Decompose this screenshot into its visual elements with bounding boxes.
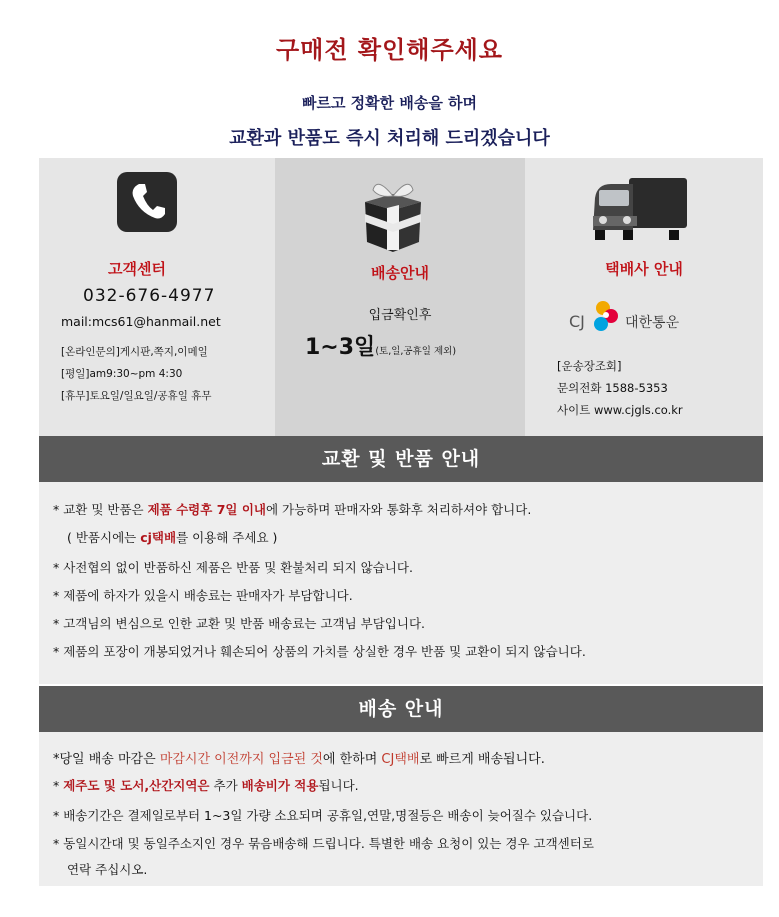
cj-logo-text: CJ (569, 312, 585, 331)
courier-website: 사이트 www.cjgls.co.kr (557, 403, 683, 417)
exchange-heading: 교환 및 반품 안내 (39, 436, 763, 482)
delivery-days (305, 330, 456, 361)
shipping-row-2-c: 추가 (209, 778, 242, 793)
gift-box-icon (351, 172, 435, 256)
shipping-row-1-b: 마감시간 이전까지 입금된 것 (159, 752, 323, 767)
deposit-confirm-text: 입금확인후 (368, 308, 432, 323)
exchange-row-6: * 제품의 포장이 개봉되었거나 훼손되어 상품의 가치를 상실한 경우 반품 및 교환이 되지 않습니다. (53, 644, 586, 659)
shipping-row-5: 연락 주십시오. (67, 862, 148, 877)
exchange-row-1-a: * 교환 및 반품은 (53, 502, 148, 517)
shipping-row-1-d: CJ택배 (381, 752, 420, 767)
exchange-row-5: * 고객님의 변심으로 인한 교환 및 반품 배송료는 고객님 부담입니다. (53, 616, 426, 631)
shipping-row-1-c: 에 한하며 (322, 752, 382, 767)
delivery-days-value: 1~3일 (305, 335, 376, 360)
subtitle-exchange: 교환과 반품도 즉시 처리해 드리겠습니다 (229, 128, 550, 149)
shipping-row-2-b: 제주도 및 도서,산간지역은 (63, 778, 210, 793)
exchange-row-2-b: cj택배 (140, 530, 177, 545)
tracking-label: [운송장조회] (557, 359, 622, 373)
delivery-column (275, 158, 525, 436)
shipping-row-2-e: 됩니다. (318, 778, 359, 793)
courier-phone: 문의전화 1588-5353 (557, 381, 668, 395)
courier-title: 택배사 안내 (605, 260, 683, 278)
shipping-panel (39, 732, 763, 886)
exchange-row-4: * 제품에 하자가 있을시 배송료는 판매자가 부담합니다. (53, 588, 353, 603)
exchange-row-1 (53, 500, 531, 518)
shipping-row-2-a: * (53, 778, 64, 793)
weekday-hours: [평일]am9:30~pm 4:30 (61, 368, 183, 380)
shipping-row-2-d: 배송비가 적용 (241, 778, 319, 793)
phone-icon (117, 172, 177, 232)
customer-center-title: 고객센터 (108, 260, 166, 278)
page-title: 구매전 확인해주세요 (275, 36, 503, 64)
shipping-heading: 배송 안내 (39, 686, 763, 732)
truck-icon (589, 176, 689, 242)
exchange-row-2-a: ( 반품시에는 (67, 530, 141, 545)
info-columns (39, 158, 763, 436)
cj-logo (565, 296, 725, 342)
customer-center-column (39, 158, 275, 436)
exchange-panel (39, 482, 763, 684)
delivery-title: 배송안내 (371, 264, 429, 282)
exchange-row-2-c: 를 이용해 주세요 ) (176, 530, 278, 545)
cj-flower-icon (589, 298, 623, 338)
shipping-row-1-e: 로 빠르게 배송됩니다. (419, 752, 545, 767)
exchange-row-1-c: 에 가능하며 판매자와 통화후 처리하셔야 합니다. (265, 502, 532, 517)
shipping-row-1 (53, 748, 545, 767)
shipping-row-2 (53, 776, 359, 794)
exchange-row-2 (67, 528, 277, 546)
holiday-info: [휴무]토요일/일요일/공휴일 휴무 (61, 390, 212, 402)
cj-logo-name: 대한통운 (625, 315, 680, 331)
shipping-row-1-a: *당일 배송 마감은 (53, 752, 160, 767)
delivery-days-note: (토,일,공휴일 제외) (375, 346, 457, 357)
subtitle-fast-delivery: 빠르고 정확한 배송을 하며 (301, 94, 478, 112)
customer-email: mail:mcs61@hanmail.net (61, 314, 221, 329)
exchange-row-1-b: 제품 수령후 7일 이내 (147, 502, 266, 517)
shipping-row-3: * 배송기간은 결제일로부터 1~3일 가량 소요되며 공휴일,연말,명절등은 배송이 늦어질수 있습니다. (53, 808, 593, 823)
customer-phone: 032-676-4977 (83, 286, 216, 306)
shipping-row-4: * 동일시간대 및 동일주소지인 경우 묶음배송해 드립니다. 특별한 배송 요청이 있는 경우 고객센터로 (53, 836, 594, 851)
exchange-row-3: * 사전협의 없이 반품하신 제품은 반품 및 환불처리 되지 않습니다. (53, 560, 413, 575)
online-inquiry: [온라인문의]게시판,쪽지,이메일 (61, 346, 208, 358)
courier-column (525, 158, 763, 436)
